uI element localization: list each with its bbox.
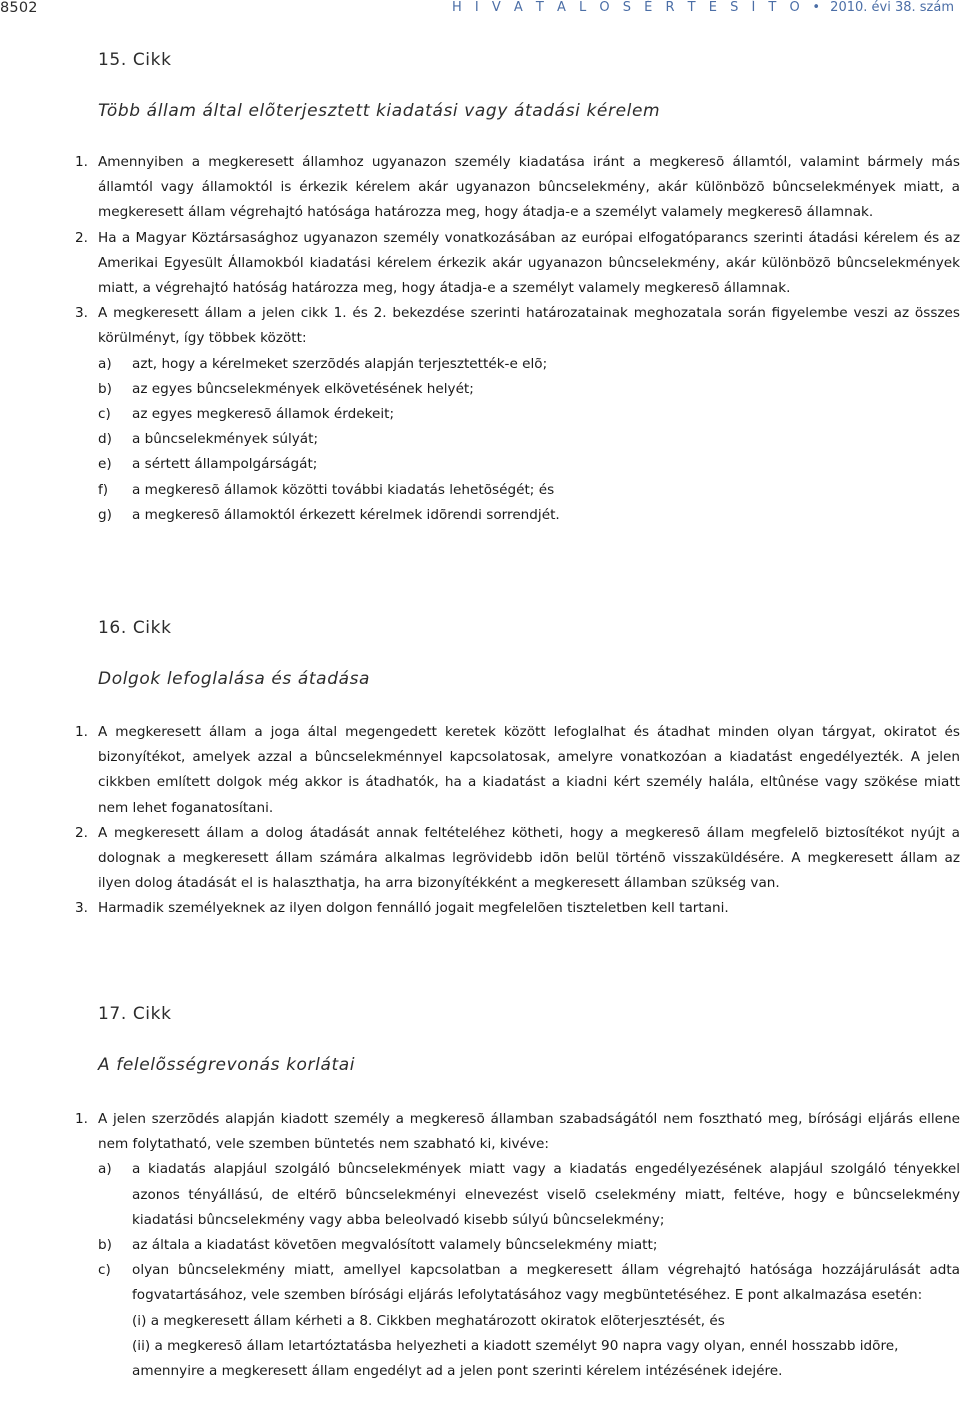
paragraph-text: Harmadik személyeknek az ilyen dolgon fennálló jogait megfelelõen tiszteletben kell tartani. [98, 900, 729, 917]
section-17-body [75, 1107, 960, 1384]
paragraph [75, 226, 960, 302]
list-item [98, 352, 960, 377]
list-item-label: b) [98, 1237, 112, 1254]
issue-label: 2010. évi 38. szám [830, 0, 954, 15]
paragraph-text: A megkeresett állam a jelen cikk 1. és 2. bekezdése szerinti határozatainak meghozatala során figyelembe veszi az összes körülményt, így többek között: [98, 305, 960, 347]
paragraph-number: 2. [75, 824, 88, 841]
list-item-label: b) [98, 380, 112, 397]
section-16-title-wrap [75, 669, 960, 689]
paragraph [75, 150, 960, 226]
article-number: 17. Cikk [98, 1004, 172, 1024]
list-item [98, 1258, 960, 1308]
paragraph-text: A megkeresett állam a joga által megengedett keretek között lefoglalhat és átadhat minden olyan tárgyat, okiratot és bizonyítékot, amelyek azzal a bûncselekménnyel kapcsolatosak, amelyre vonatkozóan a kiadatást engedélyezték. A jelen cikkben említett dolgok még akkor is átadhatók, ha a kiadatást a kiadni kért személy halála, eltûnése vagy szökése miatt nem lehet foganatosítani. [98, 724, 960, 816]
paragraph-number: 1. [75, 1111, 88, 1127]
list-item-text: azt, hogy a kérelmeket szerzõdés alapján terjesztették-e elõ; [132, 355, 548, 372]
article-number: 15. Cikk [98, 50, 172, 70]
list-item-text: az általa a kiadatást követõen megvalósított valamely bûncselekmény miatt; [132, 1237, 658, 1254]
paragraph-number: 1. [75, 154, 88, 170]
paragraph-number: 1. [75, 724, 88, 740]
section-16-heading [75, 618, 960, 638]
paragraph-text: A megkeresett állam a dolog átadását annak feltételéhez kötheti, hogy a megkeresõ állam megfelelõ biztosítékot nyújt a dolognak a megkeresett állam számára alkalmas legrövidebb idõn belül történõ visszaküldésére. A megkeresett állam az ilyen dolog átadását el is halaszthatja, ha arra bizonyítékként a megkeresett államban szükség van. [98, 824, 960, 892]
list-item-text: a sértett állampolgárságát; [132, 456, 318, 473]
list-item [98, 427, 960, 452]
paragraph [75, 720, 960, 821]
list-item-label: f) [98, 481, 109, 498]
section-16-body [75, 720, 960, 922]
paragraph-number: 3. [75, 305, 88, 322]
article-title: Dolgok lefoglalása és átadása [98, 669, 371, 689]
paragraph [75, 1107, 960, 1157]
running-head [452, 0, 954, 15]
list-item-label: e) [98, 456, 112, 473]
list-item [98, 377, 960, 402]
list-item [98, 402, 960, 427]
section-15-heading [75, 50, 960, 70]
list-item-text: az egyes bûncselekmények elkövetésének helyét; [132, 380, 474, 397]
list-item-label: g) [98, 506, 112, 523]
list-item-label: a) [98, 355, 112, 372]
article-title: A felelõsségrevonás korlátai [98, 1055, 356, 1075]
list-item [98, 1233, 960, 1258]
list-item-text: a bûncselekmények súlyát; [132, 431, 319, 448]
sub-point: (i) a megkeresett állam kérheti a 8. Cikkben meghatározott okiratok elõterjesztését, és [132, 1312, 725, 1329]
list-item-label: d) [98, 431, 112, 448]
paragraph [75, 896, 960, 921]
list-item-text: a megkeresõ államoktól érkezett kérelmek idõrendi sorrendjét. [132, 506, 560, 523]
paragraph [75, 301, 960, 351]
list-item-text: olyan bûncselekmény miatt, amellyel kapcsolatban a megkeresett állam végrehajtó hatósága hozzájárulását adta fogvatartásához, vele szemben bírósági eljárás lefolytatásához vagy megbüntetéséhez. E pont alkalmazása esetén: [132, 1262, 960, 1304]
list-item [98, 503, 960, 528]
paragraph-number: 3. [75, 900, 88, 917]
list-item-label: c) [98, 1262, 111, 1279]
section-15-title-wrap [75, 101, 960, 121]
list-item [98, 478, 960, 503]
paragraph-text: A jelen szerzõdés alapján kiadott személy a megkeresõ államban szabadságától nem fosztható meg, bírósági eljárás ellene nem folytatható, vele szemben büntetés nem szabható ki, kivéve: [98, 1111, 960, 1153]
page-number: 8502 [0, 0, 38, 16]
paragraph-number: 2. [75, 229, 88, 246]
paragraph-text: Ha a Magyar Köztársasághoz ugyanazon személy vonatkozásában az európai elfogatóparancs szerinti átadási kérelem és az Amerikai Egyesült Államokból kiadatási kérelem érkezik akár ugyanazon bûncselekmény, akár különbözõ bûncselekmények miatt, a végrehajtó hatóság határozza meg, hogy átadja-e a személyt valamely megkeresõ államnak. [98, 229, 960, 297]
list-item-text: az egyes megkeresõ államok érdekeit; [132, 406, 395, 423]
list-item [98, 452, 960, 477]
list-item [98, 1157, 960, 1233]
list-item-text: a megkeresõ államok közötti további kiadatás lehetõségét; és [132, 481, 555, 498]
list-item-text: a kiadatás alapjául szolgáló bûncselekmények miatt vagy a kiadatás engedélyezésének alapjául szolgáló tényekkel azonos tényállású, de eltérõ bûncselekményi elnevezést viselõ cselekmény miatt, feltéve, hogy e bûncselekmény kiadatási bûncselekmény vagy abba beleolvadó kisebb súlyú bûncselekmény; [132, 1161, 960, 1228]
list-item-label: a) [98, 1161, 112, 1178]
article-title: Több állam által elõterjesztett kiadatási vagy átadási kérelem [98, 101, 661, 121]
paragraph [75, 821, 960, 897]
section-17-title-wrap [75, 1055, 960, 1075]
article-number: 16. Cikk [98, 618, 172, 638]
section-15-body [75, 150, 960, 528]
list-item-label: c) [98, 406, 111, 423]
sub-point: (ii) a megkeresõ állam letartóztatásba helyezheti a kiadott személyt 90 napra vagy olyan, ennél hosszabb idõre, amennyire a megkeresett állam engedélyt ad a jelen pont szerinti kérelem intézésének idejére. [132, 1337, 899, 1380]
section-17-heading [75, 1004, 960, 1024]
paragraph-text: Amennyiben a megkeresett államhoz ugyanazon személy kiadatása iránt a megkeresõ államtól, valamint bármely más államtól vagy államoktól is érkezik kérelem akár ugyanazon bûncselekmény, akár különbözõ bûncselekmények miatt, a megkeresett állam végrehajtó hatósága határozza meg, hogy átadja-e a személyt valamely megkeresõ államnak. [98, 154, 960, 221]
journal-name: H I V A T A L O S É R T E S Í T Õ [451, 0, 805, 15]
bullet-separator: • [812, 0, 821, 15]
